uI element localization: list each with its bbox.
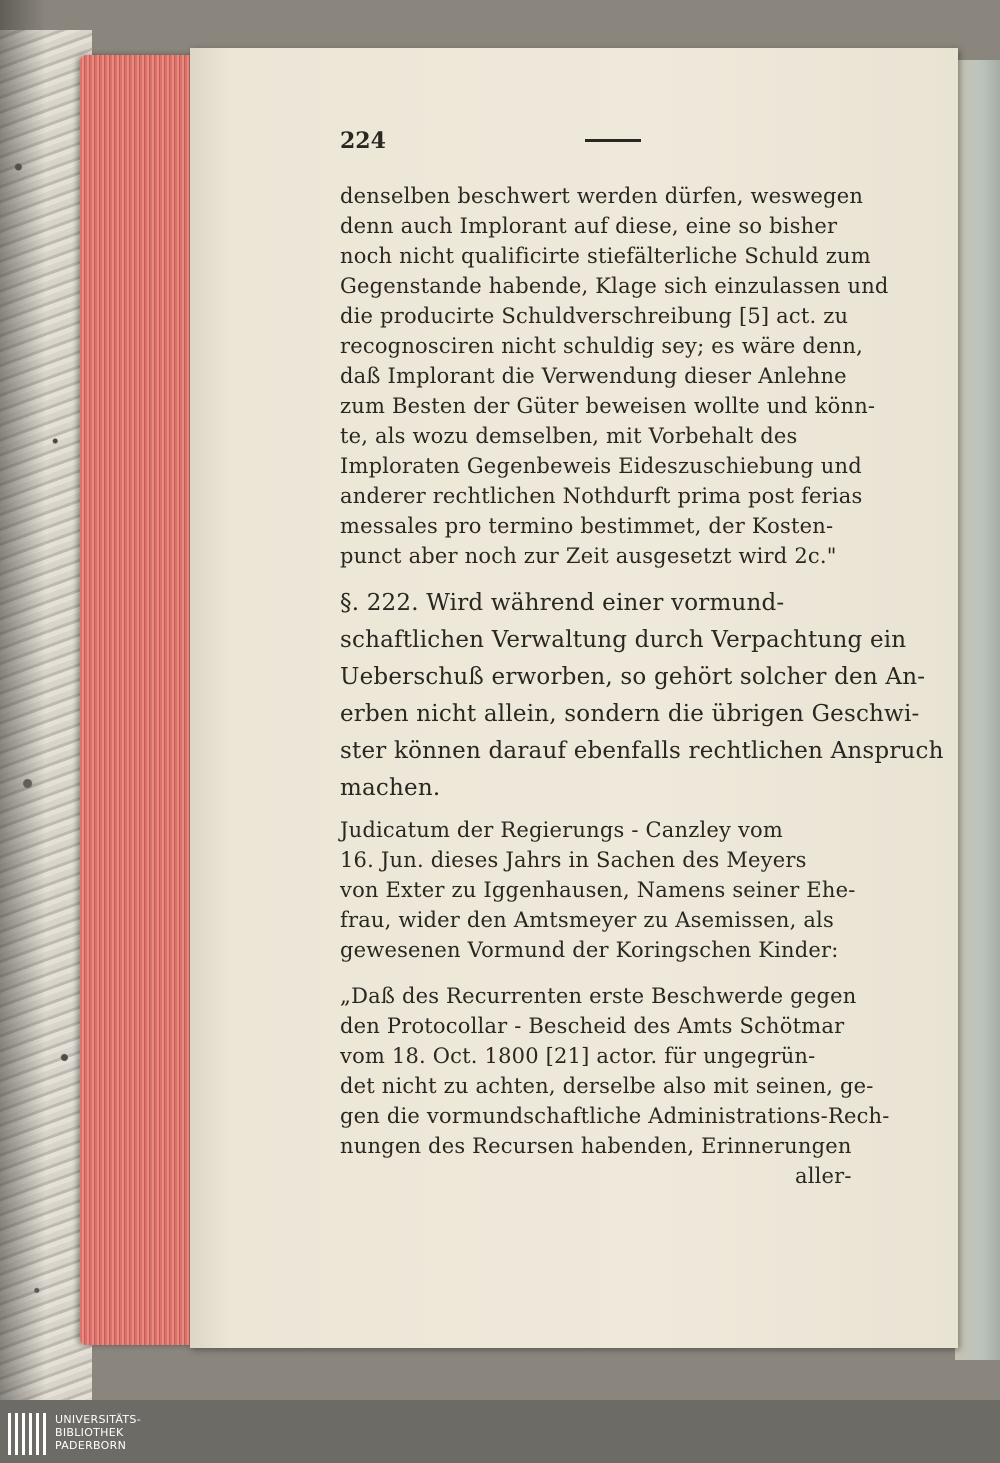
- catchword: aller-: [795, 1164, 852, 1188]
- text-line: vom 18. Oct. 1800 [21] actor. für ungegrün-: [340, 1044, 816, 1068]
- text-line: denn auch Implorant auf diese, eine so bisher: [340, 214, 838, 238]
- text-line: frau, wider den Amtsmeyer zu Asemissen, als: [340, 908, 834, 932]
- logo-line: BIBLIOTHEK: [55, 1426, 124, 1439]
- header-dash: [585, 139, 641, 142]
- text-line: Judicatum der Regierungs - Canzley vom: [340, 818, 783, 842]
- text-line: Gegenstande habende, Klage sich einzulassen und: [340, 274, 889, 298]
- text-line: die producirte Schuldverschreibung [5] act. zu: [340, 304, 849, 328]
- text-line: messales pro termino bestimmet, der Kosten-: [340, 514, 834, 538]
- logo-text: [55, 1413, 141, 1452]
- text-line: 16. Jun. dieses Jahrs in Sachen des Meyers: [340, 848, 807, 872]
- text-line: „Daß des Recurrenten erste Beschwerde gegen: [340, 984, 857, 1008]
- text-line: zum Besten der Güter beweisen wollte und könn-: [340, 394, 876, 418]
- text-line: den Protocollar - Bescheid des Amts Schötmar: [340, 1014, 845, 1038]
- library-logo: [8, 1413, 158, 1455]
- text-line: erben nicht allein, sondern die übrigen Geschwi-: [340, 701, 920, 727]
- text-line: ster können darauf ebenfalls rechtlichen Anspruch: [340, 738, 944, 764]
- facing-page-edge: [955, 60, 1000, 1360]
- text-line: gewesenen Vormund der Koringschen Kinder:: [340, 938, 839, 962]
- text-line: recognosciren nicht schuldig sey; es wäre denn,: [340, 334, 863, 358]
- spine-shadow: [0, 0, 46, 1463]
- text-line: daß Implorant die Verwendung dieser Anlehne: [340, 364, 847, 388]
- page-number: 224: [340, 128, 386, 154]
- logo-line: UNIVERSITÄTS-: [55, 1413, 141, 1426]
- red-page-edges: [80, 55, 200, 1345]
- text-line: noch nicht qualificirte stiefälterliche Schuld zum: [340, 244, 871, 268]
- text-line: gen die vormundschaftliche Administrations-Rech-: [340, 1104, 890, 1128]
- text-line: von Exter zu Iggenhausen, Namens seiner Ehe-: [340, 878, 856, 902]
- text-line: nungen des Recursen habenden, Erinnerungen: [340, 1134, 852, 1158]
- logo-line: PADERBORN: [55, 1439, 127, 1452]
- text-line: punct aber noch zur Zeit ausgesetzt wird 2c.": [340, 544, 837, 568]
- text-line: anderer rechtlichen Nothdurft prima post ferias: [340, 484, 863, 508]
- text-line: Imploraten Gegenbeweis Eideszuschiebung und: [340, 454, 862, 478]
- text-line: machen.: [340, 775, 441, 801]
- section-heading-line: §. 222. Wird während einer vormund-: [340, 590, 785, 616]
- text-line: denselben beschwert werden dürfen, weswegen: [340, 184, 864, 208]
- text-line: te, als wozu demselben, mit Vorbehalt des: [340, 424, 798, 448]
- text-line: det nicht zu achten, derselbe also mit seinen, ge-: [340, 1074, 874, 1098]
- text-line: Ueberschuß erworben, so gehört solcher den An-: [340, 664, 926, 690]
- text-line: schaftlichen Verwaltung durch Verpachtung ein: [340, 627, 907, 653]
- logo-stripes-icon: [8, 1413, 50, 1455]
